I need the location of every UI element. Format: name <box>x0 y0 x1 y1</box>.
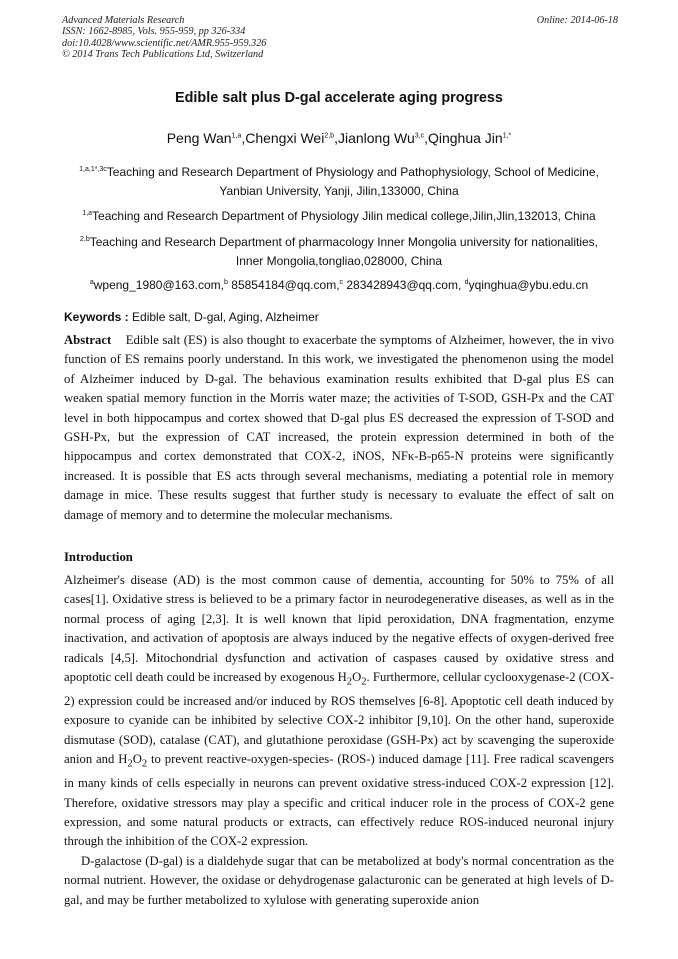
doi-line: doi:10.4028/www.scientific.net/AMR.955-959.326 <box>62 37 267 49</box>
affiliation <box>64 207 614 226</box>
affiliation-line: Teaching and Research Department of pharmacology Inner Mongolia university for nationalities, <box>89 235 598 249</box>
abstract <box>64 331 614 525</box>
email-c: 283428943@qq.com, <box>346 278 462 292</box>
affiliation-sup: 2,b <box>79 236 90 243</box>
copyright-line: © 2014 Trans Tech Publications Ltd, Switzerland <box>62 48 264 60</box>
introduction-body <box>64 571 614 910</box>
author-sup: 3,c <box>414 132 425 140</box>
online-date: Online: 2014-06-18 <box>536 15 618 26</box>
affiliation-line: Teaching and Research Department of Physiology Jilin medical college,Jilin,Jlin,132013, China <box>92 209 596 223</box>
affiliation-sup: 1,a,1*,3c <box>79 166 107 173</box>
issn-line: ISSN: 1662-8985, Vols. 955-959, pp 326-334 <box>62 26 246 38</box>
intro-paragraph: Alzheimer's disease (AD) is the most common cause of dementia, accounting for 50% to 75% of all cases[1]. Oxidative stress is believed to be a primary factor in neurodegenerative diseases, as well as in the normal process of aging [2,3]. It is well known that lipid peroxidation, DNA fragmentation, enzyme inactivation, and activation of apoptosis are always induced by the negative effects of oxygen-derived free radicals [4,5]. Mitochondrial dysfunction and activation of caspases caused by oxidative stress and apoptotic cell death could be increased by exogenous $H_2O_2$. Furthermore, cellular cyclooxygenase-2 (COX-2) expression could be increased and/or induced by ROS themselves [6-8]. Apoptotic cell death induced by exposure to cyanide can be inhibited by selective COX-2 inhibitor [9,10]. On the other hand, superoxide dismutase (SOD), catalase (CAT), and glutathione peroxidase (GSH-Px) act by scavenging the superoxide anion and $H_2O_2$ to prevent reactive-oxygen-species- (ROS-) induced damage [11]. Free radical scavengers in many kinds of cells especially in neurons can prevent oxidative stress-induced COX-2 expression [12]. Therefore, oxidative stressors may play a specific and critical inducer role in the process of COX-2 gene expression, and some natural products or extracts, can effectively reduce ROS-induced neuronal injury through the inhibition of the COX-2 expression. <box>64 573 614 849</box>
abstract-label: Abstract <box>64 333 112 347</box>
affiliation-line: Teaching and Research Department of Physiology and Pathophysiology, School of Medicine, <box>106 165 599 179</box>
author-name: Peng Wan <box>166 130 232 146</box>
author-name: Jianlong Wu <box>337 130 415 146</box>
author-sup: 2,b <box>324 132 335 140</box>
author-name: Qinghua Jin <box>427 130 503 146</box>
affiliation <box>64 163 614 201</box>
author-sup: 1,* <box>502 132 512 140</box>
journal-header <box>62 15 618 60</box>
author-name: Chengxi Wei <box>245 130 325 146</box>
affiliation-line: Inner Mongolia,tongliao,028000, China <box>235 254 443 268</box>
keywords-label: Keywords : <box>64 310 129 324</box>
author-sup: 1,a <box>231 132 242 140</box>
affiliation-line: Yanbian University, Yanji, Jilin,133000, China <box>219 184 459 198</box>
journal-name: Advanced Materials Research <box>62 15 185 26</box>
email-a: wpeng_1980@163.com, <box>93 278 225 292</box>
keywords-text: Edible salt, D-gal, Aging, Alzheimer <box>132 310 319 324</box>
author-list: Peng Wan$^{1,a}$,Chengxi Wei$^{2,b}$,Jianlong Wu$^{3,c}$,Qinghua Jin$^{1,*}$ <box>166 130 512 146</box>
intro-paragraph: D-galactose (D-gal) is a dialdehyde sugar that can be metabolized at body's normal concentration as the normal nutrient. However, the oxidase or dehydrogenase galacturonic can be generated at high levels of D-gal, and may be further metabolized to xylulose with generating superoxide anion <box>64 853 614 907</box>
affiliation-sup: 1,a <box>82 210 93 217</box>
abstract-text: Edible salt (ES) is also thought to exacerbate the symptoms of Alzheimer, however, the in vivo function of ES remains poorly understand. In this work, we investigated the phenomenon using the model of Alzheimer induced by D-gal. The behavious examination results exhibited that D-gal plus ES can weaken spatial memory function in the Morris water maze; the activities of T-SOD, GSH-Px and the CAT level in both hippocampus and cortex showed that D-gal plus ES decreased the expression of T-SOD and GSH-Px, but the expression of CAT increased, the protein expression determined in both of the hippocampus and cortex demonstrated that COX-2, iNOS, NFκ-B-p65-N proteins were significantly increased. It is possible that ES acts through several mechanisms, mediating a potential role in memory damage in mice. These results suggest that further study is necessary to evaluate the effect of salt on damage of memory and to determine the molecular mechanisms. <box>64 333 614 522</box>
section-heading: Introduction <box>64 550 133 564</box>
email-b: 85854184@qq.com, <box>231 278 340 292</box>
keywords <box>64 310 614 324</box>
affiliation <box>64 233 614 271</box>
paper-title: Edible salt plus D-gal accelerate aging progress <box>175 90 503 106</box>
email-d: yqinghua@ybu.edu.cn <box>468 278 589 292</box>
email-line: $^a$wpeng_1980@163.com,$^b$ 85854184@qq.com,$^c$ 283428943@qq.com, $^d$yqinghua@ybu.edu.cn <box>89 278 589 292</box>
